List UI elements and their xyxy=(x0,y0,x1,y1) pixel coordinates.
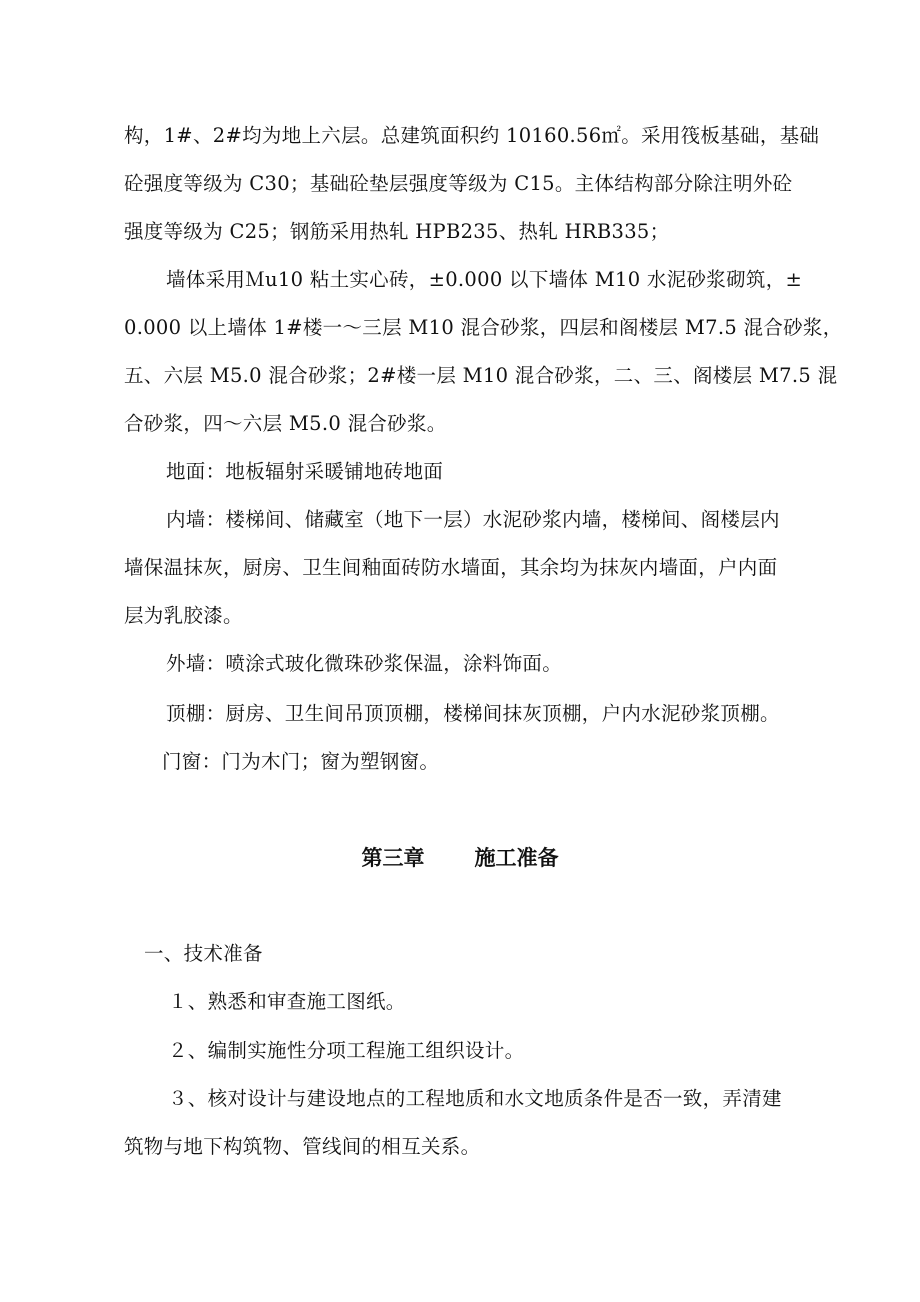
body-text-line: 墙体采用Ｍu10 粘土实心砖，±0.000 以下墙体 M10 水泥砂浆砌筑，± xyxy=(166,268,803,291)
body-text-line: 地面：地板辐射采暖铺地砖地面 xyxy=(166,460,444,483)
list-item: ２、编制实施性分项工程施工组织设计。 xyxy=(168,1039,525,1062)
body-text-line: 五、六层 M5.0 混合砂浆；2#楼一层 M10 混合砂浆，二、三、阁楼层 M7.5 混 xyxy=(124,364,838,387)
list-item: 筑物与地下构筑物、管线间的相互关系。 xyxy=(124,1135,481,1158)
body-text-line: 顶棚：厨房、卫生间吊顶顶棚，楼梯间抹灰顶棚，户内水泥砂浆顶棚。 xyxy=(166,702,780,725)
chapter-heading xyxy=(0,845,920,871)
chapter-title: 施工准备 xyxy=(474,846,559,870)
list-item: １、熟悉和审查施工图纸。 xyxy=(168,990,406,1013)
body-text-line: 内墙：楼梯间、储藏室（地下一层）水泥砂浆内墙，楼梯间、阁楼层内 xyxy=(166,508,780,531)
body-text-line: 0.000 以上墙体 1#楼一～三层 M10 混合砂浆，四层和阁楼层 M7.5 混合砂浆， xyxy=(124,316,843,339)
body-text-line: 构，1#、2#均为地上六层。总建筑面积约 10160.56㎡。采用筏板基础，基础 xyxy=(124,124,820,147)
body-text-line: 强度等级为 C25；钢筋采用热轧 HPB235、热轧 HRB335； xyxy=(124,220,670,243)
body-text-line: 外墙：喷涂式玻化微珠砂浆保温，涂料饰面。 xyxy=(166,652,563,675)
body-text-line: 墙保温抹灰，厨房、卫生间釉面砖防水墙面，其余均为抹灰内墙面，户内面 xyxy=(124,556,778,579)
body-text-line: 层为乳胶漆。 xyxy=(124,604,243,627)
chapter-number: 第三章 xyxy=(361,846,425,870)
list-item: ３、核对设计与建设地点的工程地质和水文地质条件是否一致，弄清建 xyxy=(168,1087,782,1110)
body-text-line: 砼强度等级为 C30；基础砼垫层强度等级为 C15。主体结构部分除注明外砼 xyxy=(124,172,793,195)
body-text-line: 合砂浆，四～六层 M5.0 混合砂浆。 xyxy=(124,412,447,435)
section-heading: 一、技术准备 xyxy=(144,942,263,965)
body-text-line: 门窗：门为木门；窗为塑钢窗。 xyxy=(162,750,440,773)
